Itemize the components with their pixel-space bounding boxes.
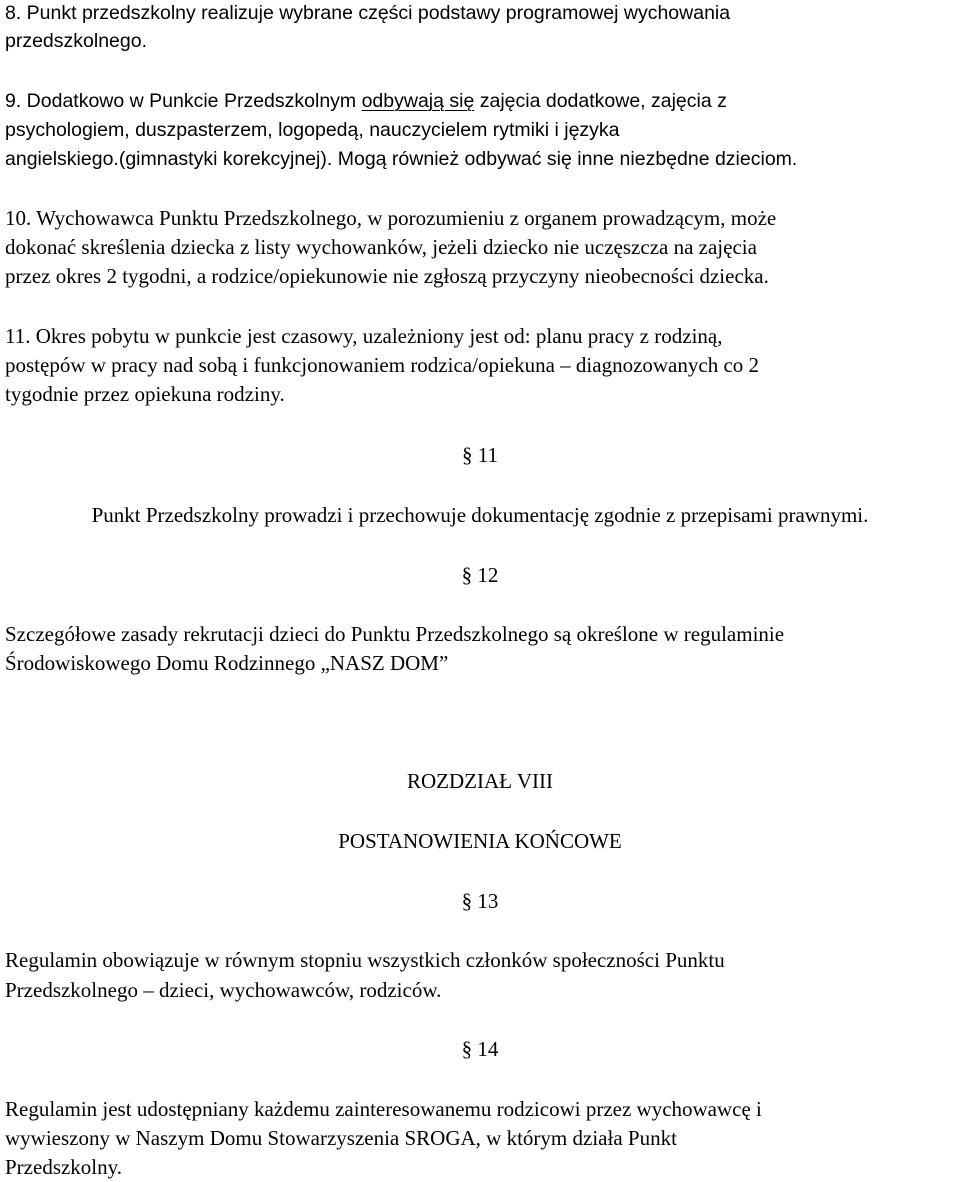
section-13-line-1: Regulamin obowiązuje w równym stopniu wszystkich członków społeczności Punktu xyxy=(5,948,725,972)
paragraph-9-line-2: psychologiem, duszpasterzem, logopedą, nauczycielem rytmiki i języka xyxy=(5,119,620,141)
section-14-line-1: Regulamin jest udostępniany każdemu zainteresowanemu rodzicowi przez wychowawcę i xyxy=(5,1097,762,1121)
paragraph-8-line-2: przedszkolnego. xyxy=(5,30,148,52)
paragraph-9-line-3 xyxy=(5,144,797,174)
section-14-heading: § 14 xyxy=(461,1037,499,1061)
section-11-heading: § 11 xyxy=(462,443,498,467)
paragraph-8-line-1: 8. Punkt przedszkolny realizuje wybrane części podstawy programowej wychowania xyxy=(5,2,731,24)
paragraph-10-line-3: przez okres 2 tygodni, a rodzice/opiekunowie nie zgłoszą przyczyny nieobecności dziecka. xyxy=(5,264,769,288)
section-11-text: Punkt Przedszkolny prowadzi i przechowuje dokumentację zgodnie z przepisami prawnymi. xyxy=(91,503,869,527)
paragraph-11-line-1: 11. Okres pobytu w punkcie jest czasowy, uzależniony jest od: planu pracy z rodziną, xyxy=(5,324,723,348)
section-12-heading: § 12 xyxy=(461,563,499,587)
section-14-line-2: wywieszony w Naszym Domu Stowarzyszenia SROGA, w którym działa Punkt xyxy=(5,1126,677,1150)
paragraph-9-line-1 xyxy=(5,86,727,116)
paragraph-9-text: 9. Dodatkowo w Punkcie Przedszkolnym xyxy=(5,90,362,112)
paragraph-11-line-2: postępów w pracy nad sobą i funkcjonowaniem rodzica/opiekuna – diagnozowanych co 2 xyxy=(5,353,760,377)
paragraph-9-text: angielskiego.(gimnastyki korekcyjnej). xyxy=(5,148,333,170)
chapter-number: ROZDZIAŁ VIII xyxy=(407,769,553,793)
section-12-line-2: Środowiskowego Domu Rodzinnego „NASZ DOM” xyxy=(5,651,449,675)
paragraph-10-line-2: dokonać skreślenia dziecka z listy wychowanków, jeżeli dziecko nie uczęszcza na zajęcia xyxy=(5,235,757,259)
section-14-line-3: Przedszkolny. xyxy=(5,1155,123,1179)
section-13-line-2: Przedszkolnego – dzieci, wychowawców, rodziców. xyxy=(5,978,442,1002)
paragraph-11-line-3: tygodnie przez opiekuna rodziny. xyxy=(5,382,285,406)
section-13-heading: § 13 xyxy=(461,889,499,913)
underlined-phrase: odbywają się xyxy=(361,90,475,112)
section-12-line-1: Szczegółowe zasady rekrutacji dzieci do Punktu Przedszkolnego są określone w regulaminie xyxy=(5,622,785,646)
paragraph-9-text: zajęcia dodatkowe, zajęcia z xyxy=(474,90,727,112)
chapter-title: POSTANOWIENIA KOŃCOWE xyxy=(338,829,622,853)
paragraph-9-text: Mogą również odbywać się inne niezbędne dzieciom. xyxy=(332,148,798,170)
paragraph-10-line-1: 10. Wychowawca Punktu Przedszkolnego, w porozumieniu z organem prowadzącym, może xyxy=(5,206,777,230)
